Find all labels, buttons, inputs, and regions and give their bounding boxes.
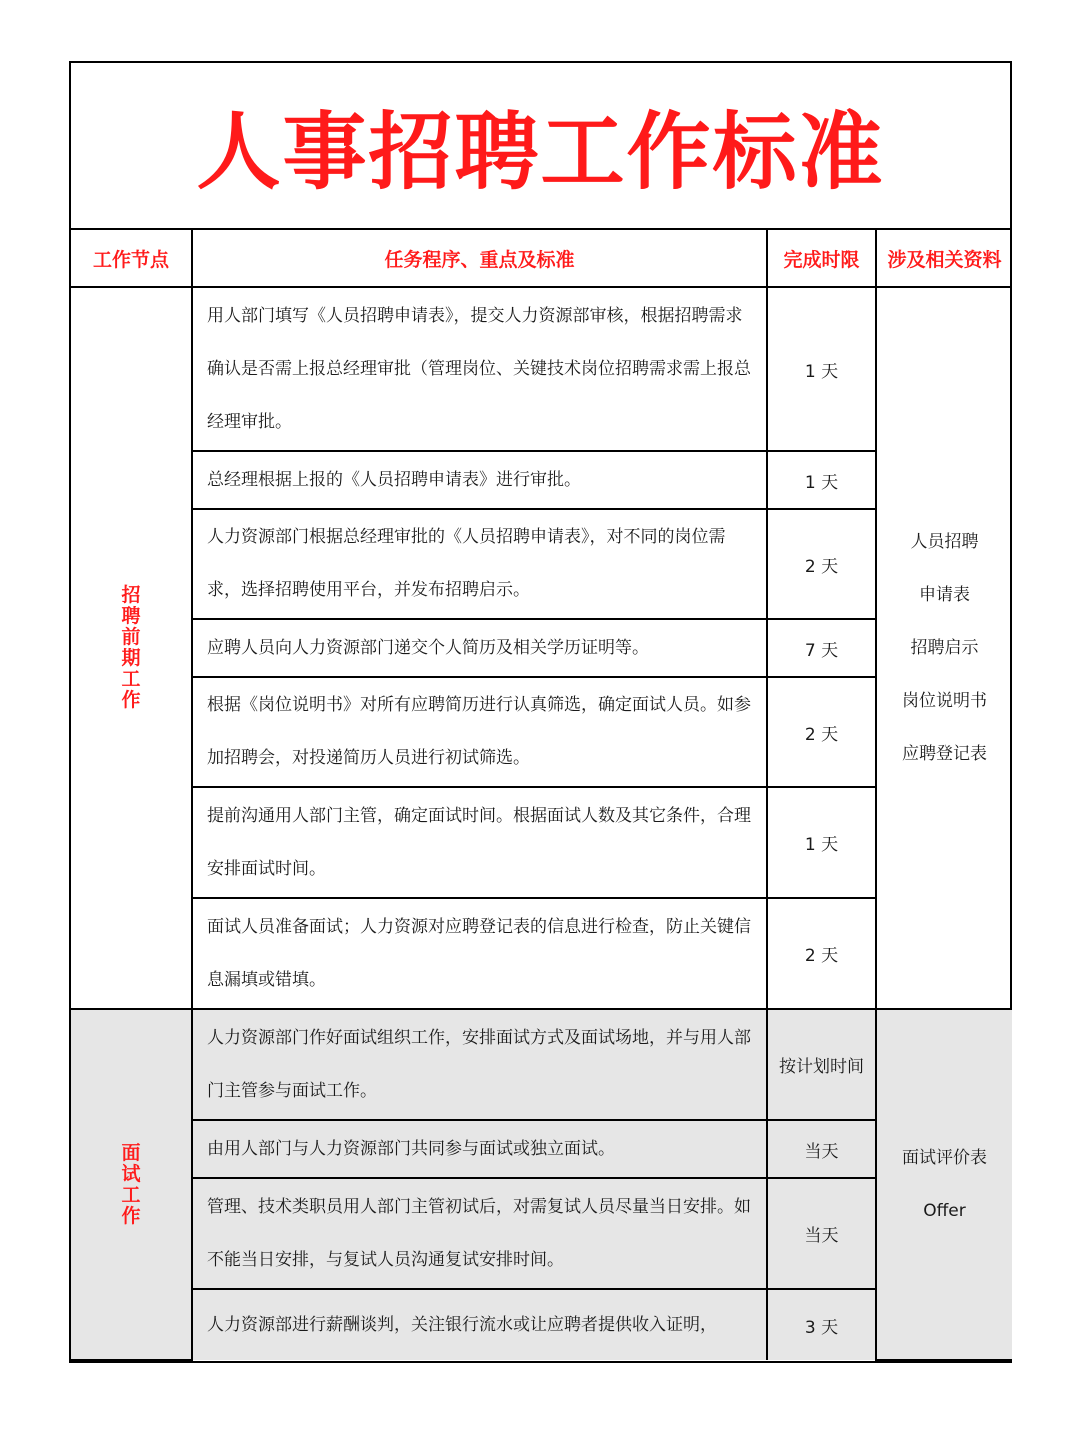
- table-row: [71, 898, 1012, 1009]
- doc-item: 面试评价表: [902, 1147, 987, 1168]
- table-row: [71, 509, 1012, 619]
- doc-item: 岗位说明书: [902, 690, 987, 711]
- deadline-cell: 当天: [767, 1120, 876, 1178]
- header-task: 任务程序、重点及标准: [192, 230, 767, 287]
- deadline-cell: 2 天: [767, 898, 876, 1009]
- deadline-cell: 2 天: [767, 677, 876, 787]
- stage-label: 招聘前期工作: [121, 584, 141, 711]
- deadline-cell: 当天: [767, 1178, 876, 1289]
- doc-item: Offer: [923, 1200, 966, 1221]
- standards-table: [71, 230, 1012, 1361]
- table-row: [71, 1120, 1012, 1178]
- page-title: 人事招聘工作标准: [196, 103, 885, 201]
- title-box: [71, 63, 1010, 230]
- task-cell: 由用人部门与人力资源部门共同参与面试或独立面试。: [192, 1120, 767, 1178]
- task-cell: 应聘人员向人力资源部门递交个人简历及相关学历证明等。: [192, 619, 767, 677]
- stage-cell-prep: [71, 287, 192, 1009]
- header-docs: 涉及相关资料: [876, 230, 1012, 287]
- task-cell: 人力资源部进行薪酬谈判，关注银行流水或让应聘者提供收入证明，: [192, 1289, 767, 1360]
- header-row: [71, 230, 1012, 287]
- doc-item: 招聘启示: [910, 637, 979, 658]
- task-cell: 面试人员准备面试；人力资源对应聘登记表的信息进行检查，防止关键信息漏填或错填。: [192, 898, 767, 1009]
- deadline-cell: 1 天: [767, 451, 876, 509]
- task-cell: 总经理根据上报的《人员招聘申请表》进行审批。: [192, 451, 767, 509]
- stage-cell-interview: [71, 1009, 192, 1360]
- table-row: [71, 787, 1012, 898]
- deadline-cell: 1 天: [767, 287, 876, 451]
- doc-item: 应聘登记表: [902, 743, 987, 764]
- table-row: [71, 1178, 1012, 1289]
- doc-item: 申请表: [919, 584, 970, 605]
- deadline-cell: 3 天: [767, 1289, 876, 1360]
- standards-sheet: [69, 61, 1012, 1363]
- doc-item: 人员招聘: [910, 531, 979, 552]
- table-row: [71, 1009, 1012, 1120]
- header-deadline: 完成时限: [767, 230, 876, 287]
- task-cell: 用人部门填写《人员招聘申请表》，提交人力资源部审核，根据招聘需求确认是否需上报总经理审批（管理岗位、关键技术岗位招聘需求需上报总经理审批。: [192, 287, 767, 451]
- deadline-cell: 按计划时间: [767, 1009, 876, 1120]
- deadline-cell: 1 天: [767, 787, 876, 898]
- deadline-cell: 2 天: [767, 509, 876, 619]
- table-row: [71, 619, 1012, 677]
- task-cell: 管理、技术类职员用人部门主管初试后，对需复试人员尽量当日安排。如不能当日安排，与复试人员沟通复试安排时间。: [192, 1178, 767, 1289]
- task-cell: 提前沟通用人部门主管，确定面试时间。根据面试人数及其它条件，合理安排面试时间。: [192, 787, 767, 898]
- table-row: [71, 451, 1012, 509]
- header-stage: 工作节点: [71, 230, 192, 287]
- docs-cell-prep: [876, 287, 1012, 1009]
- task-cell: 人力资源部门根据总经理审批的《人员招聘申请表》，对不同的岗位需求，选择招聘使用平台，并发布招聘启示。: [192, 509, 767, 619]
- task-cell: 根据《岗位说明书》对所有应聘简历进行认真筛选，确定面试人员。如参加招聘会，对投递简历人员进行初试筛选。: [192, 677, 767, 787]
- stage-label: 面试工作: [121, 1141, 141, 1227]
- deadline-cell: 7 天: [767, 619, 876, 677]
- table-row: [71, 1289, 1012, 1360]
- table-row: [71, 677, 1012, 787]
- table-row: [71, 287, 1012, 451]
- docs-cell-interview: [876, 1009, 1012, 1360]
- task-cell: 人力资源部门作好面试组织工作，安排面试方式及面试场地，并与用人部门主管参与面试工作。: [192, 1009, 767, 1120]
